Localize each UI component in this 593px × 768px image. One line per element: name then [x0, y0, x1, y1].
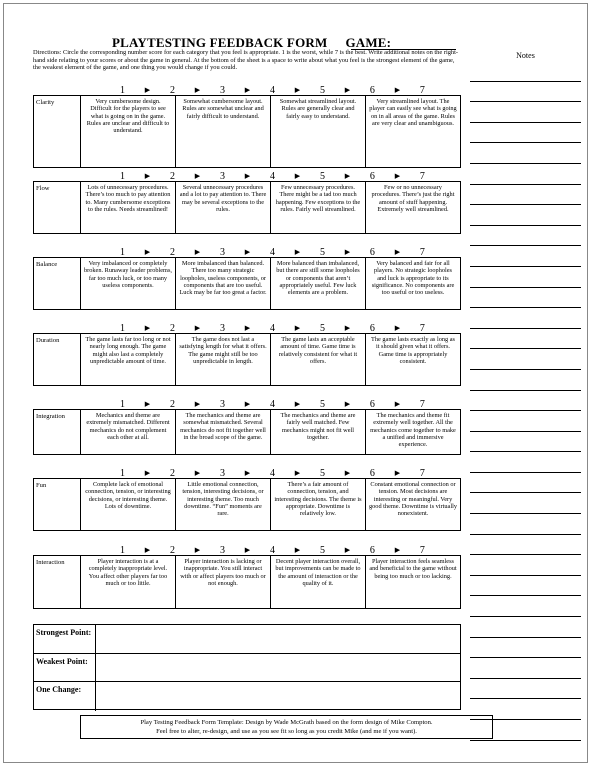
arrow-right-icon: ▶: [294, 469, 301, 477]
score-option[interactable]: 6: [369, 170, 375, 182]
score-option[interactable]: 2: [169, 246, 175, 258]
score-option[interactable]: 5: [319, 246, 325, 258]
arrow-right-icon: ▶: [244, 546, 251, 554]
arrow-right-icon: ▶: [244, 324, 251, 332]
score-option[interactable]: 5: [319, 170, 325, 182]
rating-description: Player interaction is lacking or inappropriate. You still interact with or affect players too much or not enough.: [176, 556, 271, 608]
notes-line[interactable]: [470, 246, 581, 267]
arrow-right-icon: ▶: [344, 546, 351, 554]
arrow-right-icon: ▶: [344, 248, 351, 256]
rating-description: Little emotional connection, tension, interesting decisions, or interesting theme. Too much downtime. “Fun” moments are rare.: [176, 479, 271, 530]
arrow-right-icon: ▶: [394, 400, 401, 408]
category-clarity: [33, 95, 461, 168]
score-option[interactable]: 1: [120, 398, 125, 410]
notes-line[interactable]: [470, 679, 581, 700]
one-change-field[interactable]: [96, 682, 460, 711]
arrow-right-icon: ▶: [194, 469, 201, 477]
notes-lines[interactable]: [470, 61, 581, 741]
arrow-right-icon: ▶: [344, 86, 351, 94]
arrow-right-icon: ▶: [144, 400, 151, 408]
notes-line[interactable]: [470, 514, 581, 535]
arrow-right-icon: ▶: [294, 86, 301, 94]
arrow-right-icon: ▶: [394, 172, 401, 180]
strongest-point-field[interactable]: [96, 625, 460, 653]
arrow-right-icon: ▶: [244, 86, 251, 94]
rating-description: The game lasts an acceptable amount of time. Game time is relatively consistent for what it offers.: [271, 334, 366, 385]
notes-line[interactable]: [470, 288, 581, 309]
notes-line[interactable]: [470, 329, 581, 350]
notes-line[interactable]: [470, 638, 581, 659]
rating-description: Somewhat cumbersome layout. Rules are somewhat unclear and fairly difficult to understand.: [176, 96, 271, 167]
rating-description: The mechanics and theme are somewhat mismatched. Several mechanics do not fit together well in the broad scope of the game.: [176, 410, 271, 454]
rating-description: The mechanics and theme are fairly well matched. Few mechanics might not fit well together.: [271, 410, 366, 454]
score-option[interactable]: 3: [219, 398, 225, 410]
score-option[interactable]: 1: [120, 467, 125, 479]
score-option[interactable]: 5: [319, 467, 325, 479]
score-option[interactable]: 2: [169, 467, 175, 479]
notes-line[interactable]: [470, 596, 581, 617]
notes-heading: Notes: [516, 51, 535, 60]
notes-line[interactable]: [470, 349, 581, 370]
credit-line-2: Feel free to alter, re-design, and use as you see fit so long as you credit Mike (and me if you want).: [156, 728, 417, 735]
one-change-label: One Change:: [34, 682, 96, 711]
score-option[interactable]: 7: [419, 246, 425, 258]
notes-line[interactable]: [470, 205, 581, 226]
notes-line[interactable]: [470, 370, 581, 391]
score-option[interactable]: 5: [319, 84, 325, 96]
arrow-right-icon: ▶: [144, 248, 151, 256]
rating-description: Mechanics and theme are extremely mismatched. Different mechanics do not complement each other at all.: [81, 410, 176, 454]
category-balance: [33, 257, 461, 310]
rating-description: More imbalanced than balanced. There too many strategic loopholes, useless components, or components that are too useful. Luck may be far too great a factor.: [176, 258, 271, 309]
score-option[interactable]: 4: [269, 246, 275, 258]
rating-description: The game lasts exactly as long as it should given what it offers. Game time is appropriately consistent.: [371, 336, 455, 365]
arrow-right-icon: ▶: [294, 324, 301, 332]
score-option[interactable]: 7: [419, 322, 425, 334]
score-option[interactable]: 6: [369, 322, 375, 334]
arrow-right-icon: ▶: [144, 546, 151, 554]
notes-line[interactable]: [470, 493, 581, 514]
category-fun: [33, 478, 461, 531]
score-option[interactable]: 3: [219, 84, 225, 96]
notes-line[interactable]: [470, 411, 581, 432]
arrow-right-icon: ▶: [144, 86, 151, 94]
arrow-right-icon: ▶: [244, 248, 251, 256]
arrow-right-icon: ▶: [344, 469, 351, 477]
notes-line[interactable]: [470, 308, 581, 329]
notes-line[interactable]: [470, 473, 581, 494]
rating-description: More balanced than imbalanced, but there are still some loopholes or components that aren’t appropriately useful. Few luck elements are a problem.: [271, 258, 366, 309]
notes-line[interactable]: [470, 452, 581, 473]
notes-line[interactable]: [470, 226, 581, 247]
rating-description: Very streamlined layout. The player can easily see what is going on in all areas of the game. Rules are very clear and unambiguous.: [369, 98, 457, 127]
arrow-right-icon: ▶: [394, 469, 401, 477]
score-option[interactable]: 2: [169, 544, 175, 556]
score-option[interactable]: 7: [419, 84, 425, 96]
arrow-right-icon: ▶: [194, 172, 201, 180]
score-option[interactable]: 2: [169, 398, 175, 410]
rating-description: Very balanced and fair for all players. No strategic loopholes and luck is appropriate to its significance. No components are too useful or too useless.: [371, 260, 455, 297]
notes-line[interactable]: [470, 61, 581, 82]
rating-description: Several unnecessary procedures and a lot to pay attention to. There may be several exceptions to the rules.: [176, 182, 271, 233]
arrow-right-icon: ▶: [344, 400, 351, 408]
arrow-right-icon: ▶: [394, 546, 401, 554]
notes-line[interactable]: [470, 82, 581, 103]
score-option[interactable]: 7: [419, 170, 425, 182]
score-option[interactable]: 4: [269, 544, 275, 556]
arrow-right-icon: ▶: [194, 546, 201, 554]
notes-line[interactable]: [470, 535, 581, 556]
score-option[interactable]: 5: [319, 544, 325, 556]
score-option[interactable]: 1: [120, 544, 125, 556]
score-option[interactable]: 4: [269, 170, 275, 182]
score-option[interactable]: 2: [169, 322, 175, 334]
arrow-right-icon: ▶: [144, 324, 151, 332]
score-option[interactable]: 6: [369, 246, 375, 258]
score-option[interactable]: 6: [369, 467, 375, 479]
category-flow: [33, 181, 461, 234]
category-label: Flow: [34, 182, 81, 233]
rating-description: There’s a fair amount of connection, tension, and interesting decisions. The theme is appropriate. Downtime is relatively low.: [271, 479, 366, 530]
form-title-text: PLAYTESTING FEEDBACK FORM: [112, 35, 328, 50]
game-label: GAME:: [345, 35, 392, 50]
score-option[interactable]: 7: [419, 467, 425, 479]
score-option[interactable]: 3: [219, 170, 225, 182]
arrow-right-icon: ▶: [244, 400, 251, 408]
score-option[interactable]: 4: [269, 322, 275, 334]
category-label: Balance: [34, 258, 81, 309]
notes-line[interactable]: [470, 576, 581, 597]
notes-line[interactable]: [470, 164, 581, 185]
strongest-point-row[interactable]: [34, 625, 460, 654]
notes-line[interactable]: [470, 658, 581, 679]
credit-line-1: Play Testing Feedback Form Template: Design by Wade McGrath based on the form design of Mike Compton.: [140, 719, 433, 726]
score-option[interactable]: 7: [419, 398, 425, 410]
arrow-right-icon: ▶: [394, 248, 401, 256]
arrow-right-icon: ▶: [194, 248, 201, 256]
arrow-right-icon: ▶: [294, 248, 301, 256]
arrow-right-icon: ▶: [144, 469, 151, 477]
score-option[interactable]: 4: [269, 84, 275, 96]
arrow-right-icon: ▶: [294, 400, 301, 408]
score-option[interactable]: 6: [369, 544, 375, 556]
rating-description: Player interaction feels seamless and beneficial to the game without being too much or too lacking.: [369, 558, 457, 580]
summary-box: [33, 624, 461, 710]
arrow-right-icon: ▶: [194, 400, 201, 408]
score-option[interactable]: 3: [219, 246, 225, 258]
category-label: Integration: [34, 410, 81, 454]
rating-description: Decent player interaction overall, but improvements can be made to the amount of interaction or the quality of it.: [271, 556, 366, 608]
category-interaction: [33, 555, 461, 609]
notes-line[interactable]: [470, 185, 581, 206]
score-option[interactable]: 3: [219, 544, 225, 556]
category-label: Clarity: [34, 96, 81, 167]
arrow-right-icon: ▶: [394, 324, 401, 332]
rating-description: Player interaction is at a completely inappropriate level. You affect other players far too much or too little.: [81, 556, 176, 608]
arrow-right-icon: ▶: [294, 546, 301, 554]
score-option[interactable]: 7: [419, 544, 425, 556]
weakest-point-row[interactable]: [34, 654, 460, 683]
arrow-right-icon: ▶: [194, 86, 201, 94]
arrow-right-icon: ▶: [344, 172, 351, 180]
notes-line[interactable]: [470, 617, 581, 638]
notes-line[interactable]: [470, 102, 581, 123]
score-option[interactable]: 1: [120, 84, 125, 96]
weakest-point-field[interactable]: [96, 654, 460, 682]
notes-line[interactable]: [470, 555, 581, 576]
directions-text: Directions: Circle the corresponding number score for each category that you feel is appropriate. 1 is the worst, while 7 is the best. Write additional notes on the right-hand side relating to your scores or about the game in general. At the bottom of the sheet is a space to write about what you feel is the strongest element of the game, the weakest element of the game, and one thing you would change if you could.: [33, 49, 459, 72]
category-integration: [33, 409, 461, 455]
rating-description: Lots of unnecessary procedures. There’s too much to pay attention to. Many cumbersome exceptions to the rules. Needs streamlined!: [81, 182, 176, 233]
rating-description: Constant emotional connection or tension. Most decisions are interesting or meaningful. Very good theme. Downtime is virtually nonexistent.: [369, 481, 457, 518]
credit-box: [80, 715, 493, 739]
category-duration: [33, 333, 461, 386]
notes-line[interactable]: [470, 267, 581, 288]
notes-line[interactable]: [470, 432, 581, 453]
score-option[interactable]: 1: [120, 322, 125, 334]
weakest-point-label: Weakest Point:: [34, 654, 96, 682]
arrow-right-icon: ▶: [244, 172, 251, 180]
rating-description: Few or no unnecessary procedures. There’s just the right amount of stuff happening. Extremely well streamlined.: [371, 184, 455, 213]
rating-description: Somewhat streamlined layout. Rules are generally clear and fairly easy to understand.: [271, 96, 366, 167]
arrow-right-icon: ▶: [294, 172, 301, 180]
score-option[interactable]: 1: [120, 246, 125, 258]
score-option[interactable]: 2: [169, 84, 175, 96]
score-option[interactable]: 6: [369, 84, 375, 96]
arrow-right-icon: ▶: [344, 324, 351, 332]
notes-line[interactable]: [470, 143, 581, 164]
score-option[interactable]: 6: [369, 398, 375, 410]
category-label: Duration: [34, 334, 81, 385]
score-option[interactable]: 4: [269, 467, 275, 479]
arrow-right-icon: ▶: [194, 324, 201, 332]
score-option[interactable]: 2: [169, 170, 175, 182]
category-label: Fun: [34, 479, 81, 530]
one-change-row[interactable]: [34, 682, 460, 711]
score-option[interactable]: 1: [120, 170, 125, 182]
rating-description: The game does not last a satisfying length for what it offers. The game might still be too unpredictable in length.: [176, 334, 271, 385]
score-option[interactable]: 4: [269, 398, 275, 410]
score-option[interactable]: 3: [219, 322, 225, 334]
rating-description: Very cumbersome design. Difficult for the players to see what is going on in the game. Rules are unclear and difficult to understand.: [81, 96, 176, 167]
rating-description: The game lasts far too long or not nearly long enough. The game might also last a completely unpredictable amount of time.: [81, 334, 176, 385]
score-option[interactable]: 5: [319, 398, 325, 410]
category-label: Interaction: [34, 556, 81, 608]
score-option[interactable]: 5: [319, 322, 325, 334]
strongest-point-label: Strongest Point:: [34, 625, 96, 653]
rating-description: The mechanics and theme fit extremely well together. All the mechanics come together to make a unified and immersive experience.: [370, 412, 456, 449]
notes-line[interactable]: [470, 391, 581, 412]
rating-description: Very imbalanced or completely broken. Runaway leader problems, far too much luck, or too many useless components.: [81, 258, 176, 309]
score-option[interactable]: 3: [219, 467, 225, 479]
arrow-right-icon: ▶: [144, 172, 151, 180]
arrow-right-icon: ▶: [394, 86, 401, 94]
notes-line[interactable]: [470, 123, 581, 144]
rating-description: Complete lack of emotional connection, tension, or interesting decisions, or interesting theme. Lots of downtime.: [81, 479, 176, 530]
arrow-right-icon: ▶: [244, 469, 251, 477]
rating-description: Few unnecessary procedures. There might be a tad too much happening. Few exceptions to the rules. Fairly well streamlined.: [271, 182, 366, 233]
